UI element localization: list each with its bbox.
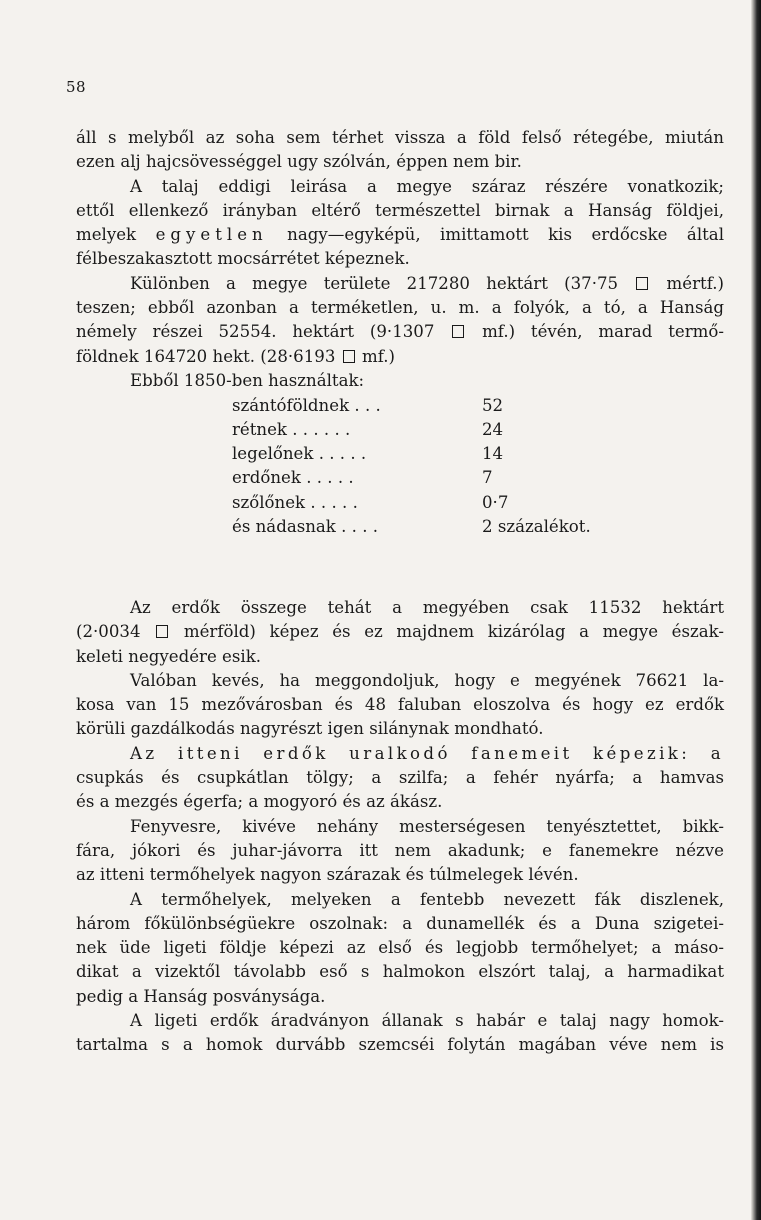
list-item-value: 14 — [482, 444, 504, 464]
text-line: ettől ellenkező irányban eltérő természettel birnak a Hanság földjei, — [76, 200, 724, 220]
text-line: Az erdők összege tehát a megyében csak 11532 hektárt — [130, 598, 724, 617]
square-symbol-icon — [636, 277, 648, 290]
text-line: nek üde ligeti földje képezi az első és legjobb termőhelyet; a máso- — [76, 938, 724, 958]
text-fragment: mértf.) — [666, 273, 725, 293]
text-fragment: melyek — [76, 225, 137, 245]
text-line — [76, 345, 724, 369]
text-line: A ligeti erdők áradványon állanak s habár e talaj nagy homok- — [130, 1011, 724, 1031]
list-item-label: erdőnek . . . . . — [232, 468, 354, 488]
text-line: Ebből 1850-ben használtak: — [130, 370, 365, 390]
list-item — [232, 442, 732, 466]
list-item-value: 0·7 — [482, 493, 509, 513]
spaced-emphasis: egyetlen — [155, 225, 268, 245]
text-line: fára, jókori és juhar-jávorra itt nem akadunk; e fanemekre nézve — [76, 840, 724, 860]
text-line: kosa van 15 mezővárosban és 48 faluban eloszolva és hogy ez erdők — [76, 695, 724, 715]
text-line: áll s melyből az soha sem térhet vissza a föld felső rétegébe, miután — [76, 128, 724, 147]
text-line: A talaj eddigi leirása a megye száraz részére vonatkozik; — [130, 176, 724, 196]
list-item — [232, 515, 732, 539]
list-item-value: 7 — [482, 468, 493, 488]
text-line: Az itteni erdők uralkodó fanemeit képezik: a — [130, 743, 724, 763]
text-fragment: nagy—egyképü, imittamott kis erdőcske által — [287, 225, 725, 245]
list-item — [232, 394, 732, 418]
text-line: pedig a Hanság posványsága. — [76, 986, 326, 1006]
list-item-label: rétnek . . . . . . — [232, 420, 351, 440]
list-item-label: szántóföldnek . . . — [232, 396, 381, 416]
text-line: félbeszakasztott mocsárrétet képeznek. — [76, 249, 410, 269]
text-line — [76, 272, 724, 296]
square-symbol-icon — [452, 325, 464, 338]
text-line: Valóban kevés, ha meggondoljuk, hogy e megyének 76621 la- — [130, 670, 724, 690]
list-item — [232, 491, 732, 515]
square-symbol-icon — [343, 350, 355, 363]
list-item-label: legelőnek . . . . . — [232, 444, 367, 464]
text-line: teszen; ebből azonban a terméketlen, u. m. a folyók, a tó, a Hanság — [76, 298, 724, 318]
page-edge-shadow — [751, 0, 761, 1220]
text-line: csupkás és csupkátlan tölgy; a szilfa; a fehér nyárfa; a hamvas — [76, 768, 724, 788]
list-item — [232, 418, 732, 442]
page-body — [76, 126, 724, 613]
list-item-value: 24 — [482, 420, 504, 440]
text-fragment: (2·0034 — [76, 622, 141, 642]
land-use-list — [76, 393, 724, 613]
list-item — [232, 466, 732, 490]
text-line — [76, 320, 724, 344]
text-line: tartalma s a homok durvább szemcséi folytán magában véve nem is — [76, 1035, 724, 1055]
text-line: az itteni termőhelyek nagyon szárazak és túlmelegek lévén. — [76, 865, 579, 885]
text-line: három főkülönbségüekre oszolnak: a dunamellék és a Duna szigetei- — [76, 913, 724, 933]
list-item-value: 52 — [482, 396, 504, 416]
text-line: keleti negyedére esik. — [76, 646, 262, 666]
page-body-lower — [76, 596, 724, 1058]
text-fragment: némely részei 52554. hektárt (9·1307 — [76, 322, 435, 342]
text-line: és a mezgés égerfa; a mogyoró és az ákász. — [76, 792, 443, 812]
list-item-value: 2 százalékot. — [482, 517, 591, 537]
text-line: dikat a vizektől távolabb eső s halmokon elszórt talaj, a harmadikat — [76, 962, 724, 982]
text-line: Fenyvesre, kivéve nehány mesterségesen tenyésztettet, bikk- — [130, 816, 724, 836]
text-line: körüli gazdálkodás nagyrészt igen silánynak mondható. — [76, 719, 544, 739]
text-fragment: mérföld) képez és ez majdnem kizárólag a megye észak- — [183, 622, 724, 642]
text-fragment: mf.) tévén, marad termő- — [482, 322, 724, 342]
page-number: 58 — [66, 78, 87, 96]
text-line — [76, 620, 724, 644]
text-line: ezen alj hajcsövességgel ugy szólván, éppen nem bir. — [76, 152, 522, 172]
text-line: A termőhelyek, melyeken a fentebb nevezett fák diszlenek, — [130, 889, 724, 909]
list-item-label: szőlőnek . . . . . — [232, 493, 358, 513]
text-line — [76, 223, 724, 247]
text-fragment: Különben a megye területe 217280 hektárt (37·75 — [130, 273, 619, 293]
text-fragment: mf.) — [361, 346, 396, 366]
list-item-label: és nádasnak . . . . — [232, 517, 379, 537]
text-fragment: földnek 164720 hekt. (28·6193 — [76, 346, 336, 366]
square-symbol-icon — [156, 625, 168, 638]
